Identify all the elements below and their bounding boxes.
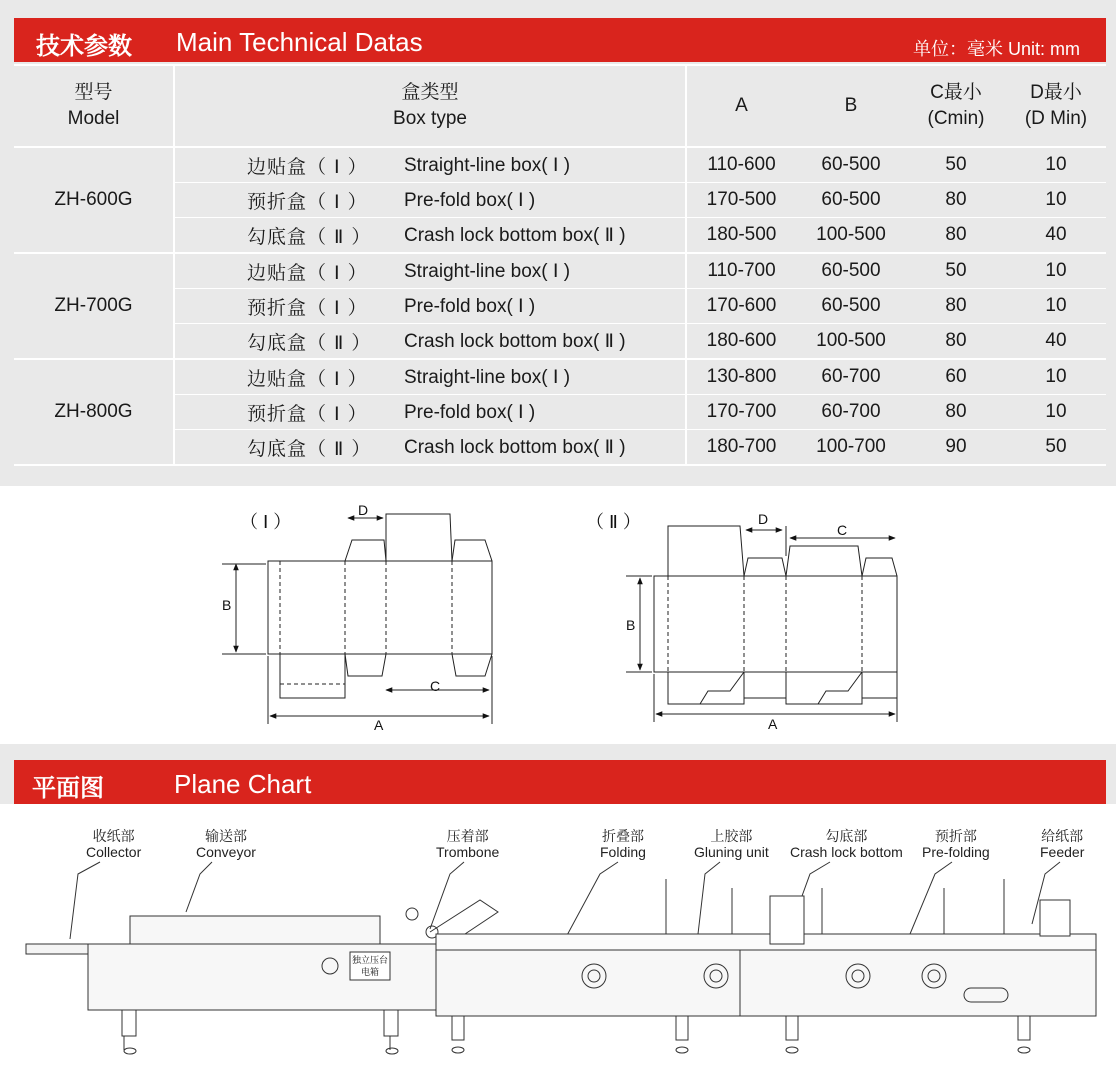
plane-title-zh: 平面图 (32, 774, 104, 802)
box-type-zh: 边贴盒（ Ⅰ ） (174, 253, 396, 289)
box-type-en: Pre-fold box( Ⅰ ) (396, 289, 686, 324)
value-b: 60-700 (796, 359, 906, 395)
box-type-zh: 勾底盒（ Ⅱ ） (174, 430, 396, 466)
header-box-zh: 盒类型 (401, 82, 459, 103)
value-b: 60-700 (796, 395, 906, 430)
header-box-type (174, 65, 686, 147)
value-d: 10 (1006, 147, 1106, 183)
table-row (14, 395, 1106, 430)
panel-text-1: 独立压台 (351, 956, 389, 966)
value-a: 170-500 (686, 183, 796, 218)
box2-dim-a: A (768, 716, 778, 732)
box-diagram-svg (0, 486, 1116, 744)
box-type-en: Pre-fold box( Ⅰ ) (396, 395, 686, 430)
box-diagrams (0, 486, 1116, 744)
box1-dim-a: A (374, 717, 384, 733)
value-c: 90 (906, 430, 1006, 466)
panel-text-2: 电箱 (360, 968, 380, 978)
plane-title-band (14, 760, 1106, 804)
spec-unit: 单位：毫米 Unit: mm (912, 39, 1080, 59)
spec-table (14, 64, 1106, 466)
machine-drawing (0, 804, 1116, 1084)
box-type-en: Crash lock bottom box( Ⅱ ) (396, 324, 686, 360)
plane-title-en: Plane Chart (174, 769, 312, 799)
value-a: 130-800 (686, 359, 796, 395)
value-d: 10 (1006, 183, 1106, 218)
value-c: 80 (906, 183, 1006, 218)
box-type-zh: 预折盒（ Ⅰ ） (174, 395, 396, 430)
value-a: 170-700 (686, 395, 796, 430)
spec-title-zh: 技术参数 (36, 32, 132, 60)
label-collector: 收纸部 Collector (86, 828, 142, 860)
value-b: 100-500 (796, 324, 906, 360)
value-c: 60 (906, 359, 1006, 395)
value-a: 180-700 (686, 430, 796, 466)
value-d: 40 (1006, 324, 1106, 360)
value-d: 10 (1006, 395, 1106, 430)
table-row (14, 359, 1106, 395)
value-b: 60-500 (796, 147, 906, 183)
value-b: 60-500 (796, 183, 906, 218)
table-row (14, 147, 1106, 183)
header-c-en: (Cmin) (927, 108, 985, 129)
label-feeder: 给纸部 Feeder (1040, 828, 1085, 860)
header-model (14, 65, 174, 147)
table-row (14, 324, 1106, 360)
spec-table-panel (14, 64, 1106, 470)
label-gluing: 上胶部 Gluning unit (694, 828, 769, 860)
box1-dim-b: B (222, 597, 232, 613)
label-trombone: 压着部 Trombone (436, 828, 500, 860)
value-a: 170-600 (686, 289, 796, 324)
value-c: 80 (906, 395, 1006, 430)
value-b: 60-500 (796, 253, 906, 289)
box-type-en: Straight-line box( Ⅰ ) (396, 147, 686, 183)
header-b: B (796, 65, 906, 147)
label-conveyor: 输送部 Conveyor (196, 828, 256, 860)
header-model-zh: 型号 (74, 82, 113, 103)
box-type-zh: 边贴盒（ Ⅰ ） (174, 359, 396, 395)
box-type-en: Pre-fold box( Ⅰ ) (396, 183, 686, 218)
header-a: A (686, 65, 796, 147)
header-d (1006, 65, 1106, 147)
label-crash-lock: 勾底部 Crash lock bottom (790, 828, 903, 860)
plane-chart (0, 804, 1116, 1084)
box-type-en: Crash lock bottom box( Ⅱ ) (396, 430, 686, 466)
box2-dim-d: D (758, 511, 769, 527)
box-type-en: Crash lock bottom box( Ⅱ ) (396, 218, 686, 254)
table-row (14, 289, 1106, 324)
value-a: 180-500 (686, 218, 796, 254)
value-a: 110-600 (686, 147, 796, 183)
value-d: 10 (1006, 253, 1106, 289)
box-type-zh: 预折盒（ Ⅰ ） (174, 289, 396, 324)
value-b: 100-500 (796, 218, 906, 254)
box1-dim-c: C (430, 678, 441, 694)
spec-title-en: Main Technical Datas (176, 27, 423, 57)
value-c: 80 (906, 324, 1006, 360)
value-a: 180-600 (686, 324, 796, 360)
box2-label: （ Ⅱ ） (586, 512, 641, 532)
box1-dim-d: D (358, 502, 369, 518)
value-d: 10 (1006, 359, 1106, 395)
value-a: 110-700 (686, 253, 796, 289)
table-row (14, 218, 1106, 254)
value-c: 50 (906, 147, 1006, 183)
header-c (906, 65, 1006, 147)
value-b: 60-500 (796, 289, 906, 324)
value-d: 40 (1006, 218, 1106, 254)
box2-dim-c: C (837, 522, 848, 538)
table-header-row (14, 65, 1106, 147)
table-row (14, 253, 1106, 289)
box1-label: （ Ⅰ ） (240, 512, 292, 532)
box-type-zh: 边贴盒（ Ⅰ ） (174, 147, 396, 183)
box-diagram-2 (586, 511, 897, 732)
box-type-en: Straight-line box( Ⅰ ) (396, 253, 686, 289)
model-cell: ZH-600G (14, 147, 174, 253)
table-row (14, 430, 1106, 466)
value-c: 80 (906, 289, 1006, 324)
value-d: 10 (1006, 289, 1106, 324)
value-c: 50 (906, 253, 1006, 289)
header-box-en: Box type (393, 108, 467, 129)
value-b: 100-700 (796, 430, 906, 466)
header-d-en: (D Min) (1024, 108, 1088, 129)
box-type-zh: 勾底盒（ Ⅱ ） (174, 324, 396, 360)
header-model-en: Model (67, 108, 120, 129)
header-c-zh: C最小 (930, 82, 982, 103)
spec-title-band (14, 18, 1106, 62)
label-pre-folding: 预折部 Pre-folding (922, 828, 990, 860)
table-row (14, 183, 1106, 218)
value-c: 80 (906, 218, 1006, 254)
box-type-zh: 预折盒（ Ⅰ ） (174, 183, 396, 218)
label-folding: 折叠部 Folding (600, 828, 646, 860)
model-cell: ZH-700G (14, 253, 174, 359)
box-diagram-1 (222, 502, 492, 733)
box-type-en: Straight-line box( Ⅰ ) (396, 359, 686, 395)
box-type-zh: 勾底盒（ Ⅱ ） (174, 218, 396, 254)
model-cell: ZH-800G (14, 359, 174, 465)
value-d: 50 (1006, 430, 1106, 466)
box2-dim-b: B (626, 617, 636, 633)
header-d-zh: D最小 (1030, 82, 1082, 103)
